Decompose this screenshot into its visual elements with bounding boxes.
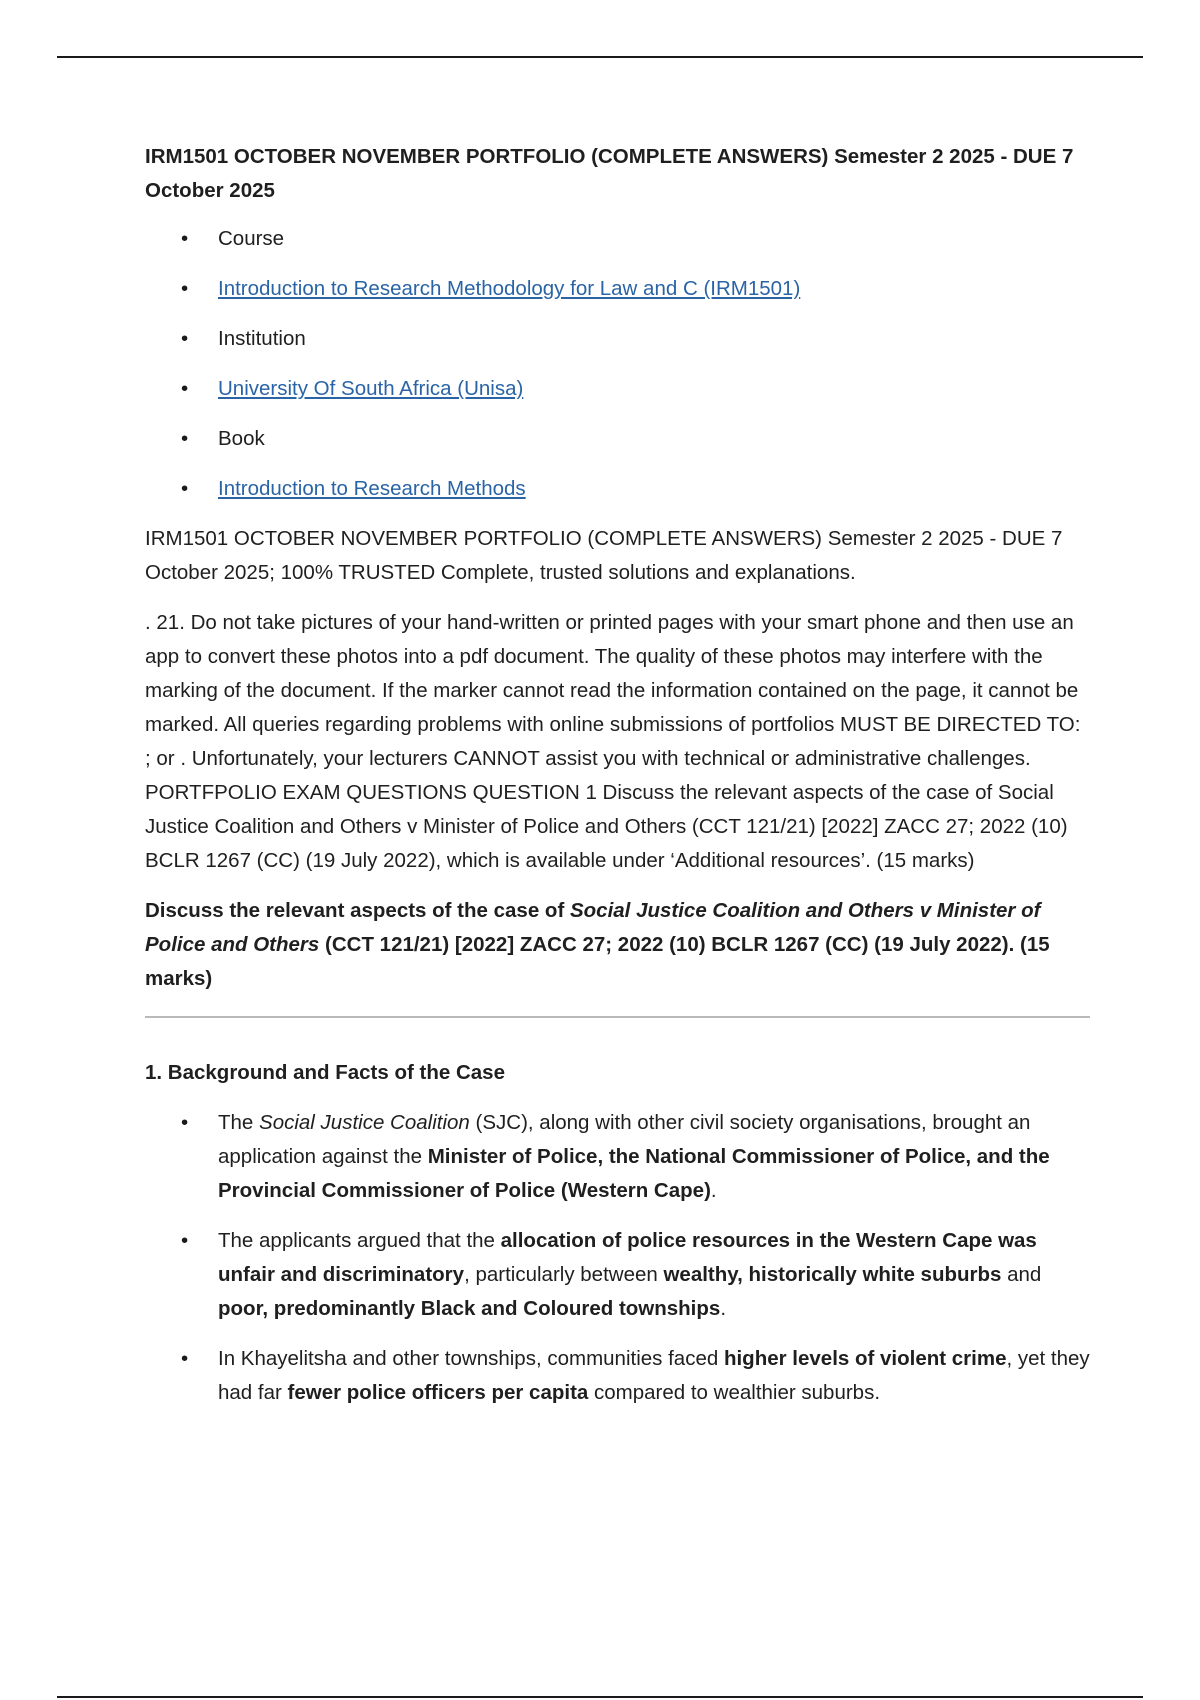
meta-item-book-link[interactable] — [145, 472, 1090, 506]
course-link[interactable]: Introduction to Research Methodology for Law and C (IRM1501) — [218, 277, 801, 300]
list-item: • The applicants argued that the allocation of police resources in the Western Cape was unfair and discriminatory, particularly between wealthy, historically white suburbs and poor, predominantly Black and Coloured townships. — [145, 1224, 1090, 1326]
page-top-rule — [57, 56, 1143, 58]
question-prefix: Discuss the relevant aspects of the case of — [145, 899, 570, 922]
instructions-paragraph: . 21. Do not take pictures of your hand-written or printed pages with your smart phone and then use an app to convert these photos into a pdf document. The quality of these photos may interfere with the marking of the document. If the marker cannot read the information contained on the page, it cannot be marked. All queries regarding problems with online submissions of portfolios MUST BE DIRECTED TO: ; or . Unfortunately, your lecturers CANNOT assist you with technical or administrative challenges. PORTFPOLIO EXAM QUESTIONS QUESTION 1 Discuss the relevant aspects of the case of Social Justice Coalition and Others v Minister of Police and Others (CCT 121/21) [2022] ZACC 27; 2022 (10) BCLR 1267 (CC) (19 July 2022), which is available under ‘Additional resources’. (15 marks) — [145, 611, 1081, 872]
institution-link[interactable]: University Of South Africa (Unisa) — [218, 377, 524, 400]
document-title: IRM1501 OCTOBER NOVEMBER PORTFOLIO (COMPLETE ANSWERS) Semester 2 2025 - DUE 7 October 2025 — [145, 145, 1074, 202]
course-meta-list — [145, 222, 1090, 506]
list-item: • In Khayelitsha and other townships, communities faced higher levels of violent crime, yet they had far fewer police officers per capita compared to wealthier suburbs. — [145, 1342, 1090, 1410]
question-suffix: (CCT 121/21) [2022] ZACC 27; 2022 (10) BCLR 1267 (CC) (19 July 2022). (15 marks) — [145, 933, 1050, 990]
meta-label: Institution — [218, 327, 306, 350]
meta-label: Book — [218, 427, 265, 450]
meta-item-institution-label — [145, 322, 1090, 356]
meta-label: Course — [218, 227, 285, 250]
question-heading — [145, 894, 1090, 996]
document-body — [145, 140, 1090, 1426]
meta-item-course-link[interactable] — [145, 272, 1090, 306]
case-name: Social Justice Coalition and Others v Minister of Police and Others — [145, 899, 1041, 956]
meta-item-course-label — [145, 222, 1090, 256]
list-item: • The Social Justice Coalition (SJC), along with other civil society organisations, brought an application against the Minister of Police, the National Commissioner of Police, and the Provincial Commissioner of Police (Western Cape). — [145, 1106, 1090, 1208]
section-heading: 1. Background and Facts of the Case — [145, 1061, 505, 1084]
meta-item-institution-link[interactable] — [145, 372, 1090, 406]
summary-paragraph: IRM1501 OCTOBER NOVEMBER PORTFOLIO (COMPLETE ANSWERS) Semester 2 2025 - DUE 7 October 2025; 100% TRUSTED Complete, trusted solutions and explanations. — [145, 527, 1063, 584]
page-bottom-rule — [57, 1696, 1143, 1698]
section-divider — [145, 1016, 1090, 1018]
facts-list — [145, 1106, 1090, 1410]
meta-item-book-label — [145, 422, 1090, 456]
book-link[interactable]: Introduction to Research Methods — [218, 477, 526, 500]
